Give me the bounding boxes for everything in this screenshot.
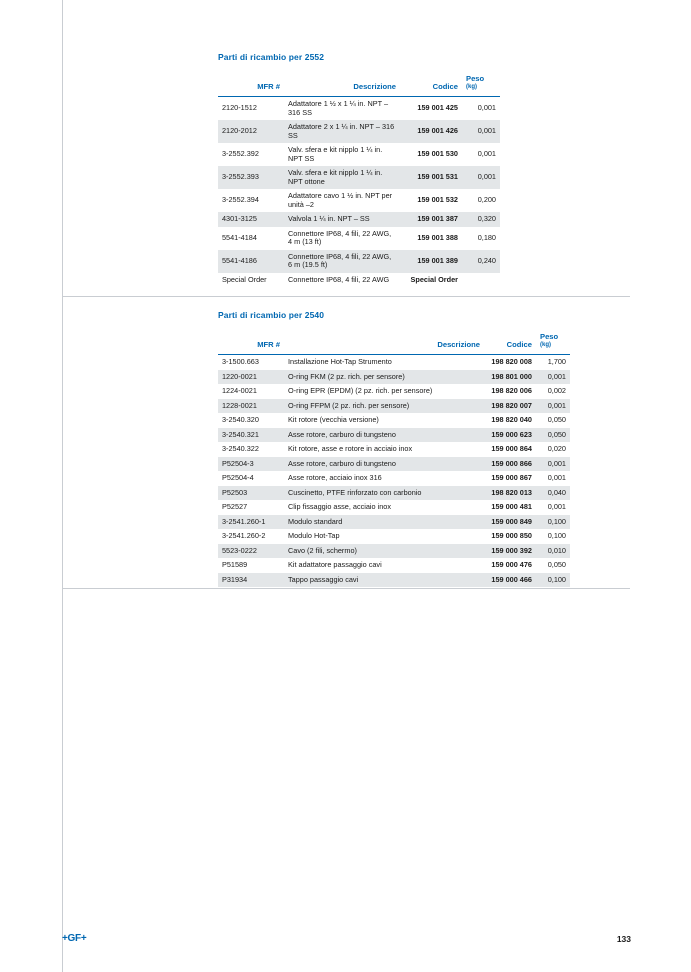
cell-mfr: P52527: [222, 502, 248, 511]
cell-mfr: 1224-0021: [222, 386, 257, 395]
cell-mfr: 5541-4186: [218, 250, 284, 273]
cell-mfr: 4301-3125: [218, 212, 284, 227]
cell-codice: 159 000 866: [484, 457, 536, 472]
column-header-descrizione: Descrizione: [284, 74, 400, 97]
table-row: [218, 166, 500, 189]
column-header-peso: [536, 332, 570, 355]
cell-mfr: 3-1500.663: [222, 357, 259, 366]
table-row: [218, 212, 500, 227]
cell-peso: 0,100: [547, 531, 566, 540]
cell-peso: 0,001: [536, 370, 570, 385]
cell-codice: 198 820 008: [491, 357, 532, 366]
table-row: [218, 500, 570, 515]
cell-mfr: 1228-0021: [218, 399, 284, 414]
cell-descrizione: O-ring EPR (EPDM) (2 pz. rich. per sensore): [288, 386, 433, 395]
table-header-row: [218, 332, 570, 355]
cell-mfr: 3-2540.322: [222, 444, 259, 453]
cell-peso: 0,180: [477, 232, 496, 242]
cell-codice: 159 001 425: [417, 103, 458, 113]
cell-codice: 198 820 013: [484, 486, 536, 501]
column-header-peso-unit: (kg): [540, 342, 551, 348]
section-2540: [218, 310, 570, 587]
cell-codice: 159 000 867: [491, 473, 532, 482]
cell-peso: 0,240: [462, 250, 500, 273]
table-row: [218, 273, 500, 288]
table-row: [218, 544, 570, 559]
table-row: [218, 399, 570, 414]
cell-codice: 159 001 531: [400, 166, 462, 189]
column-header-descrizione: Descrizione: [284, 332, 484, 355]
column-header-mfr: MFR #: [218, 74, 284, 97]
cell-mfr: P52504-4: [222, 473, 254, 482]
cell-codice: Special Order: [410, 274, 458, 284]
cell-descrizione: Adattatore cavo 1 ½ in. NPT per unità –2: [288, 191, 393, 209]
table-row: [218, 457, 570, 472]
table-row: [218, 573, 570, 588]
column-header-codice: Codice: [484, 332, 536, 355]
table-row: [218, 471, 570, 486]
cell-codice: 159 001 388: [417, 232, 458, 242]
cell-descrizione: Asse rotore, carburo di tungsteno: [284, 457, 484, 472]
page-number: 133: [616, 934, 631, 944]
cell-mfr: 3-2552.392: [222, 149, 259, 159]
table-row: [218, 143, 500, 166]
table-header-row: [218, 74, 500, 97]
cell-peso: 0,001: [462, 166, 500, 189]
cell-descrizione: Asse rotore, acciaio inox 316: [288, 473, 382, 482]
cell-codice: 198 820 040: [491, 415, 532, 424]
column-header-peso-label: Peso: [466, 74, 485, 83]
cell-codice: 159 000 864: [491, 444, 532, 453]
cell-peso: 0,010: [536, 544, 570, 559]
cell-descrizione: Adattatore 1 ½ x 1 ¼ in. NPT – 316 SS: [288, 99, 389, 117]
cell-descrizione: Connettore IP68, 4 fili, 22 AWG, 6 m (19.5 ft): [284, 250, 400, 273]
cell-peso: 0,001: [477, 103, 496, 113]
cell-mfr: 5541-4184: [222, 232, 257, 242]
left-margin-rule: [62, 0, 63, 972]
cell-descrizione: O-ring FKM (2 pz. rich. per sensore): [284, 370, 484, 385]
cell-codice: 159 001 389: [400, 250, 462, 273]
cell-descrizione: Kit adattatore passaggio cavi: [288, 560, 382, 569]
cell-codice: 198 801 000: [484, 370, 536, 385]
cell-codice: 159 000 466: [484, 573, 536, 588]
section-divider: [62, 588, 630, 589]
cell-peso: 0,001: [477, 149, 496, 159]
cell-descrizione: Cavo (2 fili, schermo): [284, 544, 484, 559]
cell-peso: 0,001: [536, 457, 570, 472]
cell-codice: 198 820 006: [491, 386, 532, 395]
parts-table-2552-body: [218, 97, 500, 288]
cell-codice: 159 001 387: [400, 212, 462, 227]
cell-mfr: 3-2540.320: [222, 415, 259, 424]
table-row: [218, 250, 500, 273]
cell-descrizione: O-ring FFPM (2 pz. rich. per sensore): [284, 399, 484, 414]
cell-codice: 159 000 850: [491, 531, 532, 540]
cell-descrizione: Modulo standard: [284, 515, 484, 530]
cell-peso: 0,002: [547, 386, 566, 395]
cell-mfr: P52504-3: [218, 457, 284, 472]
cell-peso: 0,200: [477, 195, 496, 205]
table-row: [218, 370, 570, 385]
cell-mfr: 1220-0021: [218, 370, 284, 385]
section-divider: [62, 296, 630, 297]
cell-mfr: P51589: [222, 560, 248, 569]
table-row: [218, 384, 570, 399]
cell-peso: 0,020: [547, 444, 566, 453]
cell-mfr: 5523-0222: [218, 544, 284, 559]
section-title-2552: Parti di ricambio per 2552: [218, 52, 325, 62]
cell-mfr: Special Order: [222, 274, 267, 284]
column-header-codice: Codice: [400, 74, 462, 97]
cell-peso: 0,050: [547, 415, 566, 424]
cell-mfr: 3-2541.260-1: [218, 515, 284, 530]
column-header-peso: [462, 74, 500, 97]
parts-table-2540: [218, 332, 570, 587]
cell-descrizione: Adattatore 2 x 1 ¼ in. NPT – 316 SS: [284, 120, 400, 143]
table-row: [218, 189, 500, 212]
table-row: [218, 428, 570, 443]
cell-descrizione: Connettore IP68, 4 fili, 22 AWG, 4 m (13 ft): [288, 228, 392, 246]
table-row: [218, 413, 570, 428]
table-row: [218, 355, 570, 370]
cell-descrizione: Valv. sfera e kit nipplo 1 ¼ in. NPT SS: [288, 145, 383, 163]
cell-mfr: P31934: [218, 573, 284, 588]
cell-peso: 0,100: [536, 515, 570, 530]
cell-peso: 0,100: [536, 573, 570, 588]
cell-mfr: 3-2541.260-2: [222, 531, 266, 540]
parts-table-2540-body: [218, 355, 570, 588]
cell-codice: 159 000 849: [484, 515, 536, 530]
table-row: [218, 97, 500, 121]
cell-descrizione: Cuscinetto, PTFE rinforzato con carbonio: [284, 486, 484, 501]
cell-mfr: P52503: [218, 486, 284, 501]
cell-peso: 0,050: [536, 428, 570, 443]
table-row: [218, 529, 570, 544]
cell-mfr: 3-2540.321: [218, 428, 284, 443]
cell-descrizione: Installazione Hot-Tap Strumento: [288, 357, 392, 366]
cell-descrizione: Valv. sfera e kit nipplo 1 ¼ in. NPT ottone: [284, 166, 400, 189]
cell-peso: 1,700: [547, 357, 566, 366]
table-row: [218, 558, 570, 573]
cell-codice: 159 000 481: [491, 502, 532, 511]
cell-descrizione: Tappo passaggio cavi: [284, 573, 484, 588]
cell-descrizione: Kit rotore, asse e rotore in acciaio inox: [288, 444, 413, 453]
cell-peso: 0,001: [536, 399, 570, 414]
cell-peso: 0,320: [462, 212, 500, 227]
table-row: [218, 227, 500, 250]
cell-peso: 0,001: [547, 502, 566, 511]
table-row: [218, 486, 570, 501]
cell-peso: 0,040: [536, 486, 570, 501]
cell-descrizione: Kit rotore (vecchia versione): [288, 415, 379, 424]
cell-descrizione: Valvola 1 ¼ in. NPT – SS: [284, 212, 400, 227]
column-header-peso-unit: (kg): [466, 84, 477, 90]
parts-table-2552: [218, 74, 500, 287]
column-header-mfr: MFR #: [218, 332, 284, 355]
footer-logo: +GF+: [62, 933, 87, 944]
cell-peso: [462, 273, 500, 288]
cell-codice: 159 000 476: [491, 560, 532, 569]
cell-descrizione: Connettore IP68, 4 fili, 22 AWG: [288, 274, 390, 284]
cell-codice: 159 001 426: [400, 120, 462, 143]
cell-descrizione: Modulo Hot-Tap: [288, 531, 340, 540]
cell-descrizione: Clip fissaggio asse, acciaio inox: [288, 502, 392, 511]
cell-peso: 0,001: [547, 473, 566, 482]
table-row: [218, 515, 570, 530]
cell-codice: 159 001 532: [417, 195, 458, 205]
section-title-2540: Parti di ricambio per 2540: [218, 310, 325, 320]
cell-peso: 0,001: [462, 120, 500, 143]
cell-mfr: 2120-2012: [218, 120, 284, 143]
cell-mfr: 3-2552.393: [218, 166, 284, 189]
cell-descrizione: Asse rotore, carburo di tungsteno: [284, 428, 484, 443]
section-2552: [218, 52, 570, 287]
table-row: [218, 442, 570, 457]
cell-codice: 159 000 623: [484, 428, 536, 443]
cell-mfr: 2120-1512: [222, 103, 257, 113]
cell-peso: 0,050: [547, 560, 566, 569]
table-row: [218, 120, 500, 143]
cell-mfr: 3-2552.394: [222, 195, 259, 205]
cell-codice: 159 000 392: [484, 544, 536, 559]
column-header-peso-label: Peso: [540, 332, 559, 341]
cell-codice: 159 001 530: [417, 149, 458, 159]
cell-codice: 198 820 007: [484, 399, 536, 414]
